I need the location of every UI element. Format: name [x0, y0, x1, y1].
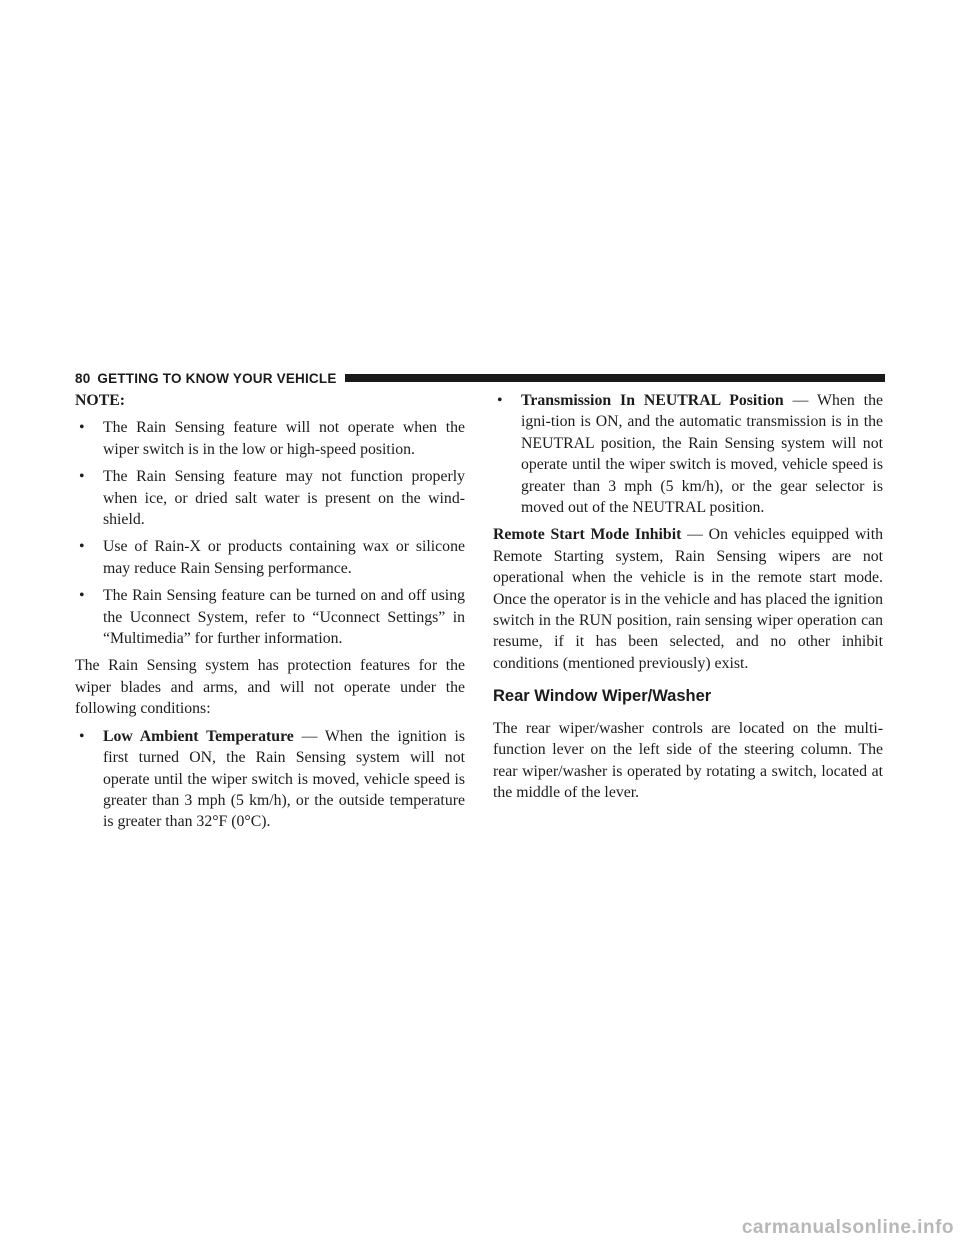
left-column — [75, 390, 465, 839]
section-title: GETTING TO KNOW YOUR VEHICLE — [97, 370, 337, 386]
remote-start-paragraph — [493, 524, 883, 674]
bullet-icon: • — [79, 419, 85, 437]
rear-wiper-paragraph: The rear wiper/washer controls are located on the multi-function lever on the left side of the steering column. The rear wiper/washer is operated by rotating a switch, located at the middle of the lever. — [493, 719, 883, 801]
bullet-icon: • — [79, 538, 85, 556]
note-bullet-text: Use of Rain-X or products containing wax or silicone may reduce Rain Sensing performance. — [103, 538, 465, 577]
note-bullet-text: The Rain Sensing feature can be turned on and off using the Uconnect System, refer to “Uconnect Settings” in “Multimedia” for further information. — [103, 587, 465, 648]
bullet-icon: • — [79, 468, 85, 486]
condition-low-temperature — [75, 726, 465, 833]
watermark-link[interactable]: carmanualsonline.info — [741, 1217, 954, 1238]
bullet-icon: • — [79, 727, 85, 745]
note-bullet — [75, 417, 465, 460]
bullet-icon: • — [79, 587, 85, 605]
remote-start-text: — On vehicles equipped with Remote Starting system, Rain Sensing wipers are not operational when the vehicle is in the remote start mode. Once the operator is in the vehicle and has placed the ignition switch in the RUN position, rain sensing wiper operation can resume, if it has been selected, and no other inhibit conditions (mentioned previously) exist. — [493, 526, 883, 672]
note-bullet-text: The Rain Sensing feature will not operate when the wiper switch is in the low or high-speed position. — [103, 419, 465, 458]
note-bullet — [75, 585, 465, 649]
note-label: NOTE: — [75, 392, 126, 409]
condition-text: — When the ignition is first turned ON, the Rain Sensing system will not operate until the wiper switch is moved, vehicle speed is greater than 3 mph (5 km/h), or the outside temperature is greater than 32°F (0°C). — [103, 727, 465, 831]
note-bullet-text: The Rain Sensing feature may not function properly when ice, or dried salt water is present on the wind-shield. — [103, 468, 465, 529]
note-bullet — [75, 466, 465, 530]
remote-start-term: Remote Start Mode Inhibit — [493, 526, 682, 544]
condition-transmission-neutral — [493, 390, 883, 518]
header-rule — [345, 374, 885, 382]
rear-wiper-heading: Rear Window Wiper/Washer — [493, 687, 712, 706]
condition-term: Transmission In NEUTRAL Position — [521, 392, 784, 409]
page-header — [75, 367, 885, 389]
right-column — [493, 390, 883, 809]
bullet-icon: • — [497, 392, 503, 409]
page-number: 80 — [75, 370, 91, 386]
intro-paragraph: The Rain Sensing system has protection features for the wiper blades and arms, and will not operate under the following conditions: — [75, 657, 465, 718]
condition-text: — When the igni-tion is ON, and the automatic transmission is in the NEUTRAL position, the Rain Sensing system will not operate until the wiper switch is moved, vehicle speed is greater than 3 mph (5 km/h), or the gear selector is moved out of the NEUTRAL position. — [521, 392, 883, 517]
condition-term: Low Ambient Temperature — [103, 727, 294, 745]
note-bullet — [75, 536, 465, 579]
